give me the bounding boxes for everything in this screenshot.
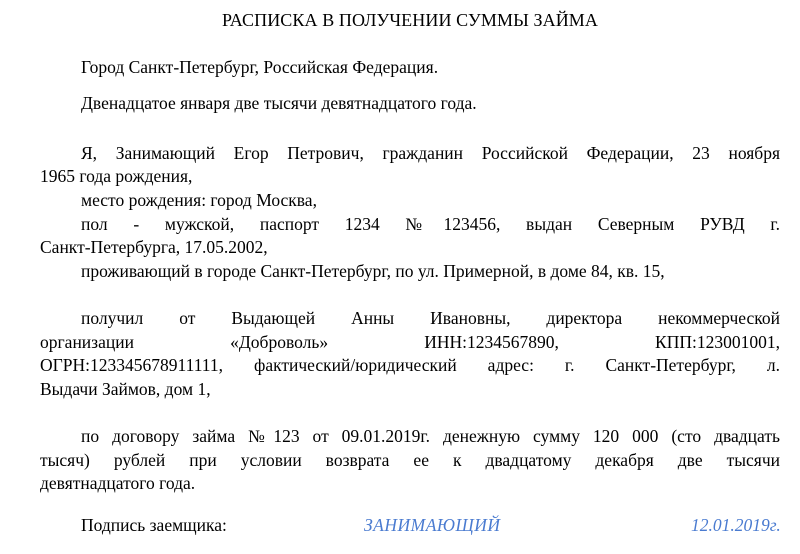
signature-date: 12.01.2019г. <box>691 515 781 535</box>
borrower-line-2: 1965 года рождения, <box>40 166 193 186</box>
lender-line-2: организации «Доброволь» ИНН:1234567890, КПП:123001001, <box>40 332 780 352</box>
borrower-line-1: Я, Занимающий Егор Петрович, гражданин Российской Федерации, 23 ноября <box>81 143 780 163</box>
signature-label: Подпись заемщика: <box>81 515 227 535</box>
lender-line-4: Выдачи Займов, дом 1, <box>40 379 211 399</box>
signature-name: ЗАНИМАЮЩИЙ <box>364 515 501 535</box>
lender-line-1: получил от Выдающей Анны Ивановны, директора некоммерческой <box>81 308 780 328</box>
borrower-address: проживающий в городе Санкт-Петербург, по ул. Примерной, в доме 84, кв. 15, <box>81 261 665 281</box>
receipt-document <box>40 0 780 554</box>
borrower-passport: пол - мужской, паспорт 1234 №123456, выдан Северным РУВД г. <box>81 214 780 234</box>
document-title: РАСПИСКА В ПОЛУЧЕНИИ СУММЫ ЗАЙМА <box>221 10 598 30</box>
city-line: Город Санкт-Петербург, Российская Федерация. <box>81 57 439 77</box>
date-line: Двенадцатое января две тысячи девятнадцатого года. <box>81 93 477 113</box>
terms-line-2: тысяч) рублей при условии возврата ее к двадцатому декабря две тысячи <box>40 450 780 470</box>
borrower-passport-cont: Санкт-Петербурга, 17.05.2002, <box>40 237 268 257</box>
borrower-birthplace: место рождения: город Москва, <box>81 190 317 210</box>
lender-line-3: ОГРН:123345678911111, фактический/юридический адрес: г. Санкт-Петербург, л. <box>40 355 780 375</box>
terms-line-1: по договору займа №123 от 09.01.2019г. денежную сумму 120 000 (сто двадцать <box>81 426 780 446</box>
terms-line-3: девятнадцатого года. <box>40 473 196 493</box>
